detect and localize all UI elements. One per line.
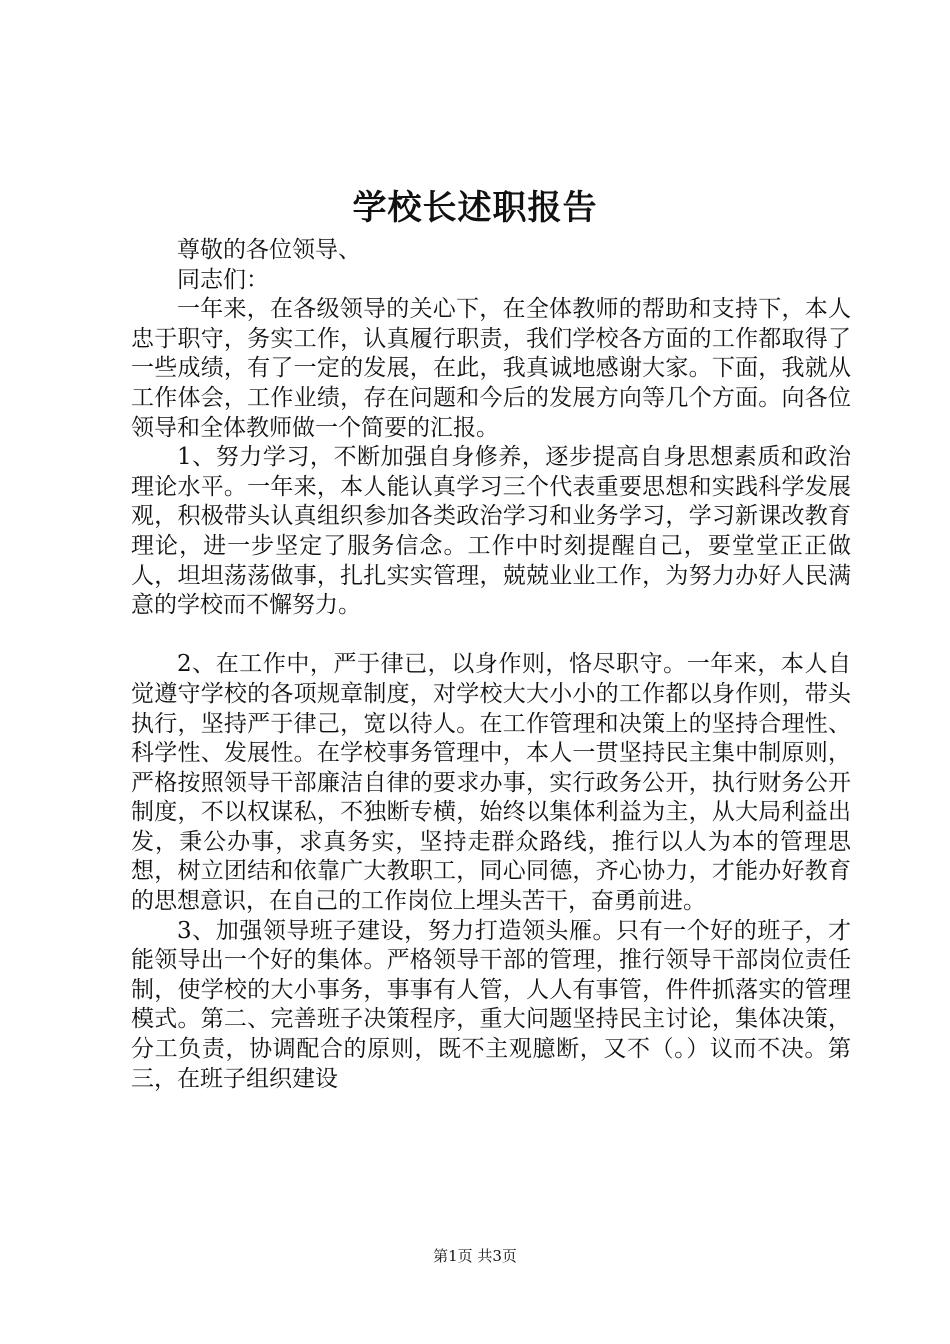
salutation-line-1: 尊敬的各位领导、 [177,237,361,263]
paragraph-intro: 一年来，在各级领导的关心下，在全体教师的帮助和支持下，本人忠于职守，务实工作，认真履行职责，我们学校各方面的工作都取得了一些成绩，有了一定的发展，在此，我真诚地感谢大家。下面，我就从工作体会，工作业绩，存在问题和今后的发展方向等几个方面。向各位领导和全体教师做一个简要的汇报。 [131,296,851,441]
salutation-line-2: 同志们： [177,266,269,293]
paragraph-point-1: 1、努力学习，不断加强自身修养，逐步提高自身思想素质和政治理论水平。一年来，本人能认真学习三个代表重要思想和实践科学发展观，积极带头认真组织参加各类政治学习和业务学习，学习新课改教育理论，进一步坚定了服务信念。工作中时刻提醒自己，要堂堂正正做人，坦坦荡荡做事，扎扎实实管理，兢兢业业工作，为努力办好人民满意的学校而不懈努力。 [131,444,851,619]
paragraph-point-2: 2、在工作中，严于律已，以身作则，恪尽职守。一年来，本人自觉遵守学校的各项规章制度，对学校大大小小的工作都以身作则，带头执行，坚持严于律己，宽以待人。在工作管理和决策上的坚持合理性、科学性、发展性。在学校事务管理中，本人一贯坚持民主集中制原则，严格按照领导干部廉洁自律的要求办事，实行政务公开，执行财务公开制度，不以权谋私，不独断专横，始终以集体利益为主，从大局利益出发，秉公办事，求真务实，坚持走群众路线，推行以人为本的管理思想，树立团结和依靠广大教职工，同心同德，齐心协力，才能办好教育的思想意识，在自己的工作岗位上埋头苦干，奋勇前进。 [131,651,851,915]
paragraph-point-3: 3、加强领导班子建设，努力打造领头雁。只有一个好的班子，才能领导出一个好的集体。严格领导干部的管理，推行领导干部岗位责任制，使学校的大小事务，事事有人管，人人有事管，件件抓落实的管理模式。第二、完善班子决策程序，重大问题坚持民主讨论，集体决策，分工负责，协调配合的原则，既不主观臆断，又不（。）议而不决。第三，在班子组织建设 [131,917,851,1092]
document-body [131,236,851,1094]
page-number-footer: 第1页 共3页 [433,1247,517,1265]
blank-line [131,621,851,651]
document-title: 学校长述职报告 [352,188,598,228]
